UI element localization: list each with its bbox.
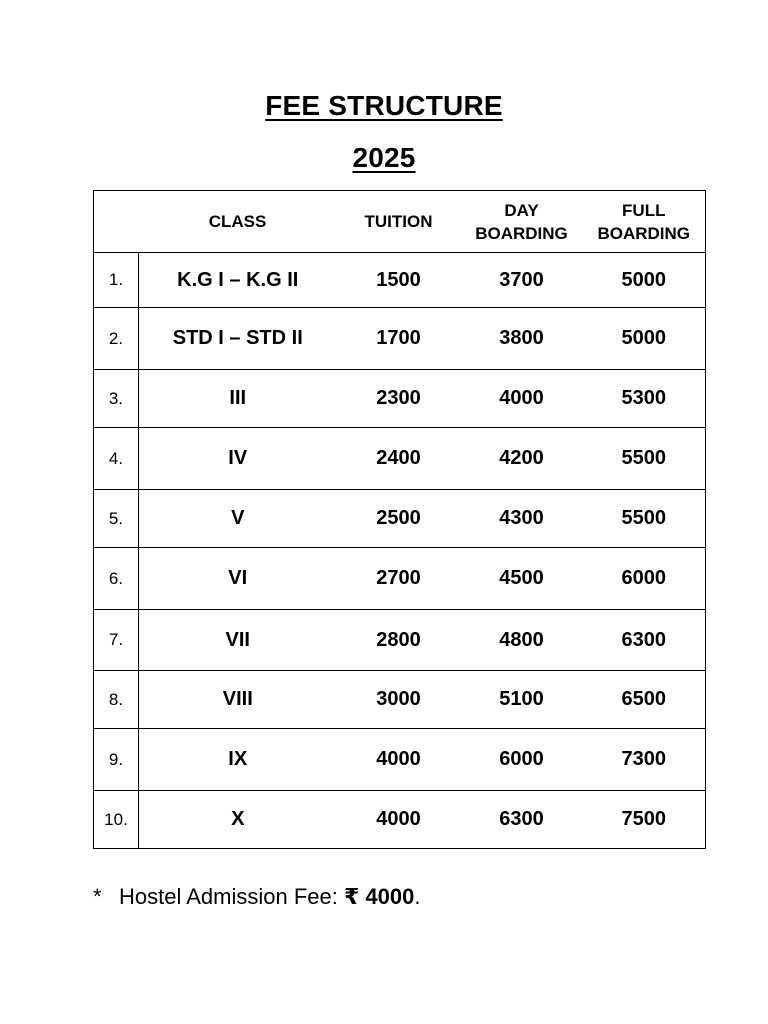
class-cell: III — [139, 370, 337, 428]
tuition-cell: 2700 — [337, 548, 461, 610]
day-boarding-cell: 4800 — [461, 610, 583, 671]
table-row — [94, 490, 706, 548]
day-boarding-cell: 3700 — [461, 253, 583, 308]
fee-table — [93, 190, 706, 849]
table-row — [94, 671, 706, 729]
table-row — [94, 791, 706, 849]
year-heading: 2025 — [352, 142, 416, 173]
table-row — [94, 548, 706, 610]
full-boarding-cell: 5000 — [583, 308, 706, 370]
header-full-boarding-line1: FULL — [622, 200, 666, 220]
full-boarding-cell: 5300 — [583, 370, 706, 428]
row-number: 10. — [94, 791, 139, 849]
table-row — [94, 428, 706, 490]
day-boarding-cell: 4200 — [461, 428, 583, 490]
table-row — [94, 610, 706, 671]
tuition-cell: 1500 — [337, 253, 461, 308]
note-end: . — [414, 884, 421, 909]
class-cell: VI — [139, 548, 337, 610]
header-class: CLASS — [139, 191, 337, 253]
row-number: 3. — [94, 370, 139, 428]
tuition-cell: 4000 — [337, 791, 461, 849]
table-row — [94, 370, 706, 428]
note-bullet: * — [93, 884, 102, 909]
row-number: 8. — [94, 671, 139, 729]
table-row — [94, 308, 706, 370]
tuition-cell: 2300 — [337, 370, 461, 428]
note-amount: ₹ 4000 — [344, 884, 415, 909]
day-boarding-cell: 5100 — [461, 671, 583, 729]
day-boarding-cell: 3800 — [461, 308, 583, 370]
row-number: 9. — [94, 729, 139, 791]
row-number: 1. — [94, 253, 139, 308]
tuition-cell: 3000 — [337, 671, 461, 729]
full-boarding-cell: 7300 — [583, 729, 706, 791]
header-day-boarding-line1: DAY — [504, 200, 539, 220]
row-number: 6. — [94, 548, 139, 610]
note-label: Hostel Admission Fee: — [119, 884, 338, 909]
class-cell: IX — [139, 729, 337, 791]
header-day-boarding — [461, 191, 583, 253]
page-title: FEE STRUCTURE — [265, 90, 503, 121]
row-number: 2. — [94, 308, 139, 370]
tuition-cell: 1700 — [337, 308, 461, 370]
day-boarding-cell: 4300 — [461, 490, 583, 548]
class-cell: X — [139, 791, 337, 849]
full-boarding-cell: 5500 — [583, 490, 706, 548]
full-boarding-cell: 5000 — [583, 253, 706, 308]
header-day-boarding-line2: BOARDING — [475, 223, 568, 243]
class-cell: VII — [139, 610, 337, 671]
table-row — [94, 253, 706, 308]
table-header-row — [94, 191, 706, 253]
day-boarding-cell: 4000 — [461, 370, 583, 428]
row-number: 7. — [94, 610, 139, 671]
full-boarding-cell: 5500 — [583, 428, 706, 490]
full-boarding-cell: 7500 — [583, 791, 706, 849]
hostel-fee-note — [93, 884, 421, 910]
row-number: 5. — [94, 490, 139, 548]
class-cell: K.G I – K.G II — [139, 253, 337, 308]
day-boarding-cell: 4500 — [461, 548, 583, 610]
row-number: 4. — [94, 428, 139, 490]
header-full-boarding-line2: BOARDING — [597, 223, 691, 243]
header-tuition: TUITION — [337, 191, 461, 253]
class-cell: STD I – STD II — [139, 308, 337, 370]
tuition-cell: 2400 — [337, 428, 461, 490]
header-full-boarding — [583, 191, 706, 253]
table-row — [94, 729, 706, 791]
class-cell: VIII — [139, 671, 337, 729]
full-boarding-cell: 6300 — [583, 610, 706, 671]
class-cell: V — [139, 490, 337, 548]
tuition-cell: 4000 — [337, 729, 461, 791]
full-boarding-cell: 6500 — [583, 671, 706, 729]
class-cell: IV — [139, 428, 337, 490]
full-boarding-cell: 6000 — [583, 548, 706, 610]
day-boarding-cell: 6300 — [461, 791, 583, 849]
tuition-cell: 2500 — [337, 490, 461, 548]
tuition-cell: 2800 — [337, 610, 461, 671]
header-number — [94, 191, 139, 253]
day-boarding-cell: 6000 — [461, 729, 583, 791]
